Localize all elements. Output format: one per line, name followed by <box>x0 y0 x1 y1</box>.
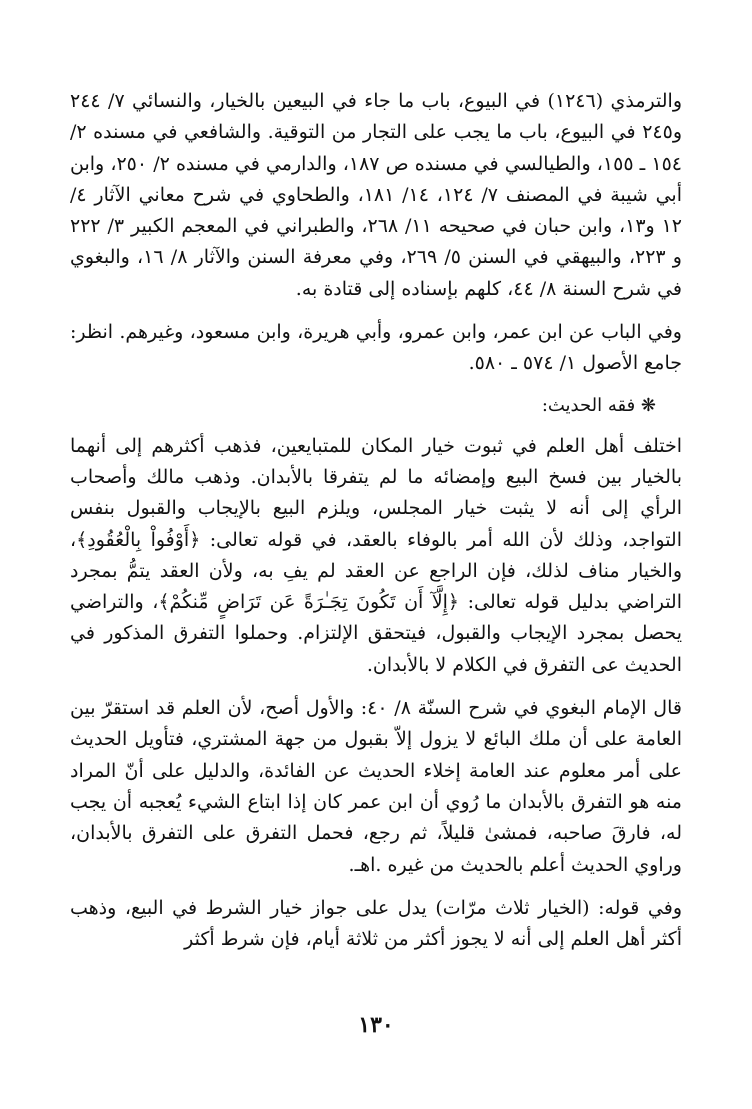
page-number: ١٣٠ <box>358 1012 394 1038</box>
section-heading: ❋ فقه الحديث: <box>541 394 656 416</box>
baghawi-quote-paragraph: قال الإمام البغوي في شرح السنّة ٨/ ٤٠: والأول أصح، لأن العلم قد استقرّ بين العامة على أن ملك البائع لا يزول إلاّ بقبول من جهة المشتري، فتأويل الحديث على أمر معلوم عند العامة إخلاء الحديث عن الفائدة، والدليل على أنّ المراد منه هو التفرق بالأبدان ما رُوي أن ابن عمر كان إذا ابتاع الشيء يُعجبه أن يجب له، فارقَ صاحبه، فمشىٰ قليلاً، ثم رجع، فحمل التفرق على التفرق بالأبدان، وراوي الحديث أعلم بالحديث من غيره .اهـ. <box>70 697 682 876</box>
paragraph-gap <box>70 881 682 893</box>
paragraph-gap <box>70 305 682 317</box>
paragraph-gap <box>70 681 682 693</box>
page-body <box>70 86 682 955</box>
khiyar-paragraph: وفي قوله: (الخيار ثلاث مرّات) يدل على جواز خيار الشرط في البيع، وذهب أكثر أهل العلم إلى أنه لا يجوز أكثر من ثلاثة أيام، فإن شرط أكثر <box>70 896 682 951</box>
related-hadith-paragraph: وفي الباب عن ابن عمر، وابن عمرو، وأبي هريرة، وابن مسعود، وغيرهم. انظر: جامع الأصول ١/ ٥٧٤ ـ ٥٨٠. <box>70 321 682 375</box>
fiqh-paragraph: اختلف أهل العلم في ثبوت خيار المكان للمتبايعين، فذهب أكثرهم إلى أنهما بالخيار بين فسخ البيع وإمضائه ما لم يتفرقا بالأبدان. وذهب مالك وأصحاب الرأي إلى أنه لا يثبت خيار المجلس، ويلزم البيع بالإيجاب والقبول بنفس التواجد، وذلك لأن الله أمر بالوفاء بالعقد، في قوله تعالى: ﴿أَوْفُواْ بِالْعُقُودِ﴾، والخيار مناف لذلك، فإن الراجع عن العقد لم يفِ به، ولأن العقد يتمُّ بمجرد التراضي بدليل قوله تعالى: ﴿إِلَّآ أَن تَكُونَ تِجَـٰرَةً عَن تَرَاضٍ مِّنكُمْ﴾، والتراضي يحصل بمجرد الإيجاب والقبول، فيتحقق الإلتزام. وحملوا التفرق المذكور في الحديث عى التفرق في الكلام لا بالأبدان. <box>70 434 682 676</box>
paragraph-gap <box>70 380 682 390</box>
citation-paragraph: والترمذي (١٢٤٦) في البيوع، باب ما جاء في البيعين بالخيار، والنسائي ٧/ ٢٤٤ و٢٤٥ في البيوع، باب ما يجب على التجار من التوقية. والشافعي في مسنده ٢/ ١٥٤ ـ ١٥٥، والطيالسي في مسنده ص ١٨٧، والدارمي في مسنده ٢/ ٢٥٠، وابن أبي شيبة في المصنف ٧/ ١٢٤، ١٤/ ١٨١، والطحاوي في شرح معاني الآثار ٤/ ١٢ و١٣، وابن حبان في صحيحه ١١/ ٢٦٨، والطبراني في المعجم الكبير ٣/ ٢٢٢ و ٢٢٣، والبيهقي في السنن ٥/ ٢٦٩، وفي معرفة السنن والآثار ٨/ ١٦، والبغوي في شرح السنة ٨/ ٤٤، كلهم بإسناده إلى قتادة به. <box>70 90 683 300</box>
